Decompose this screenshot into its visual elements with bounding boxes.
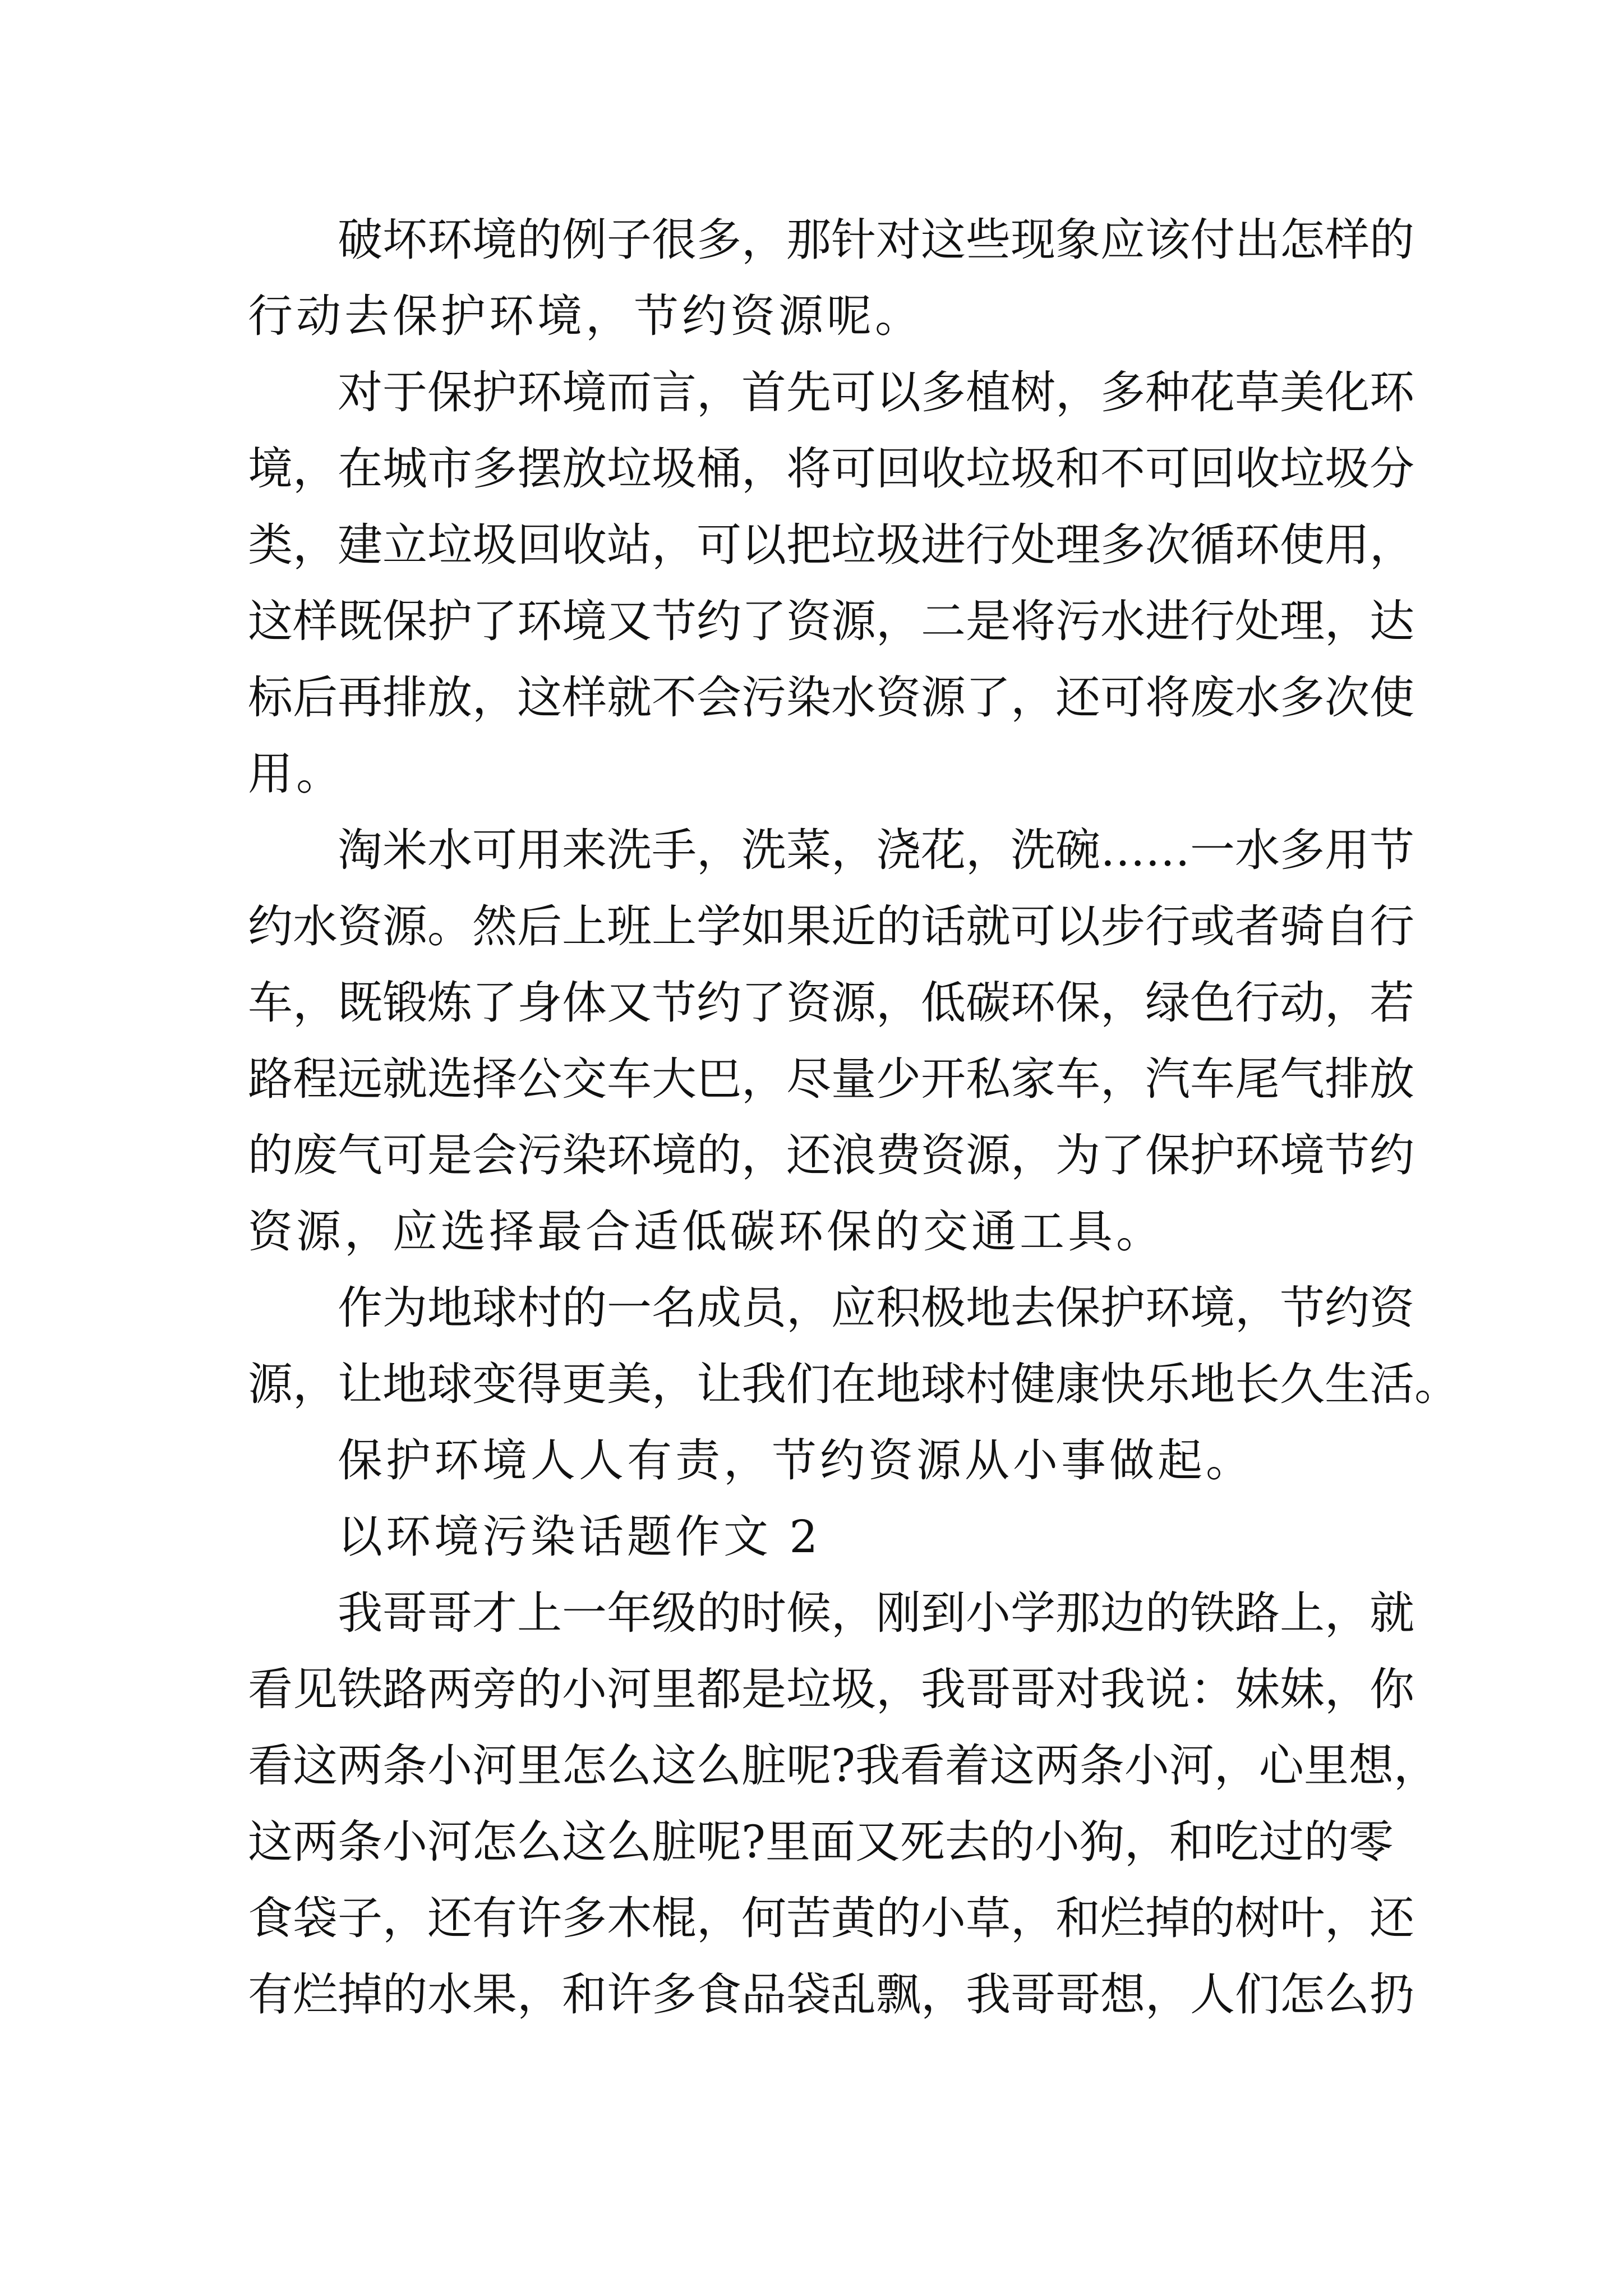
paragraph-line: 这两条小河怎么这么脏呢?里面又死去的小狗，和吃过的零: [248, 1816, 1394, 1868]
paragraph-line: 源，让地球变得更美，让我们在地球村健康快乐地长久生活。: [248, 1358, 1459, 1410]
paragraph-line: 看这两条小河里怎么这么脏呢?我看着这两条小河，心里想，: [248, 1740, 1438, 1792]
paragraph-line: 食袋子，还有许多木棍，何苦黄的小草，和烂掉的树叶，还: [248, 1892, 1414, 1944]
paragraph-line: 淘米水可用来洗手，洗菜，浇花，洗碗……一水多用节: [338, 824, 1414, 876]
paragraph-line: 看见铁路两旁的小河里都是垃圾，我哥哥对我说：妹妹，你: [248, 1663, 1414, 1715]
paragraph-line: 保护环境人人有责，节约资源从小事做起。: [338, 1434, 1254, 1487]
paragraph-line: 车，既锻炼了身体又节约了资源，低碳环保，绿色行动，若: [248, 977, 1414, 1029]
paragraph-line: 对于保护环境而言，首先可以多植树，多种花草美化环: [338, 366, 1414, 418]
paragraph-line: 有烂掉的水果，和许多食品袋乱飘，我哥哥想，人们怎么扔: [248, 1968, 1414, 2021]
paragraph-line: 类，建立垃圾回收站，可以把垃圾进行处理多次循环使用，: [248, 519, 1414, 571]
paragraph-line: 境，在城市多摆放垃圾桶，将可回收垃圾和不可回收垃圾分: [248, 443, 1414, 495]
paragraph-line: 的废气可是会污染环境的，还浪费资源，为了保护环境节约: [248, 1129, 1414, 1181]
paragraph-line: 行动去保护环境，节约资源呢。: [248, 290, 923, 342]
paragraph-line: 这样既保护了环境又节约了资源，二是将污水进行处理，达: [248, 595, 1414, 647]
paragraph-line: 约水资源。然后上班上学如果近的话就可以步行或者骑自行: [248, 900, 1414, 953]
paragraph-line: 我哥哥才上一年级的时候，刚到小学那边的铁路上，就: [338, 1587, 1414, 1639]
paragraph-line: 作为地球村的一名成员，应积极地去保护环境，节约资: [338, 1282, 1414, 1334]
paragraph-line: 用。: [248, 748, 344, 800]
paragraph-line: 路程远就选择公交车大巴，尽量少开私家车，汽车尾气排放: [248, 1053, 1414, 1105]
section-heading: 以环境污染话题作文 2: [338, 1511, 822, 1563]
paragraph-line: 资源，应选择最合适低碳环保的交通工具。: [248, 1205, 1164, 1258]
paragraph-line: 标后再排放，这样就不会污染水资源了，还可将废水多次使: [248, 671, 1414, 724]
document-body: [248, 202, 1459, 2033]
paragraph-line: 破坏环境的例子很多，那针对这些现象应该付出怎样的: [338, 214, 1414, 266]
